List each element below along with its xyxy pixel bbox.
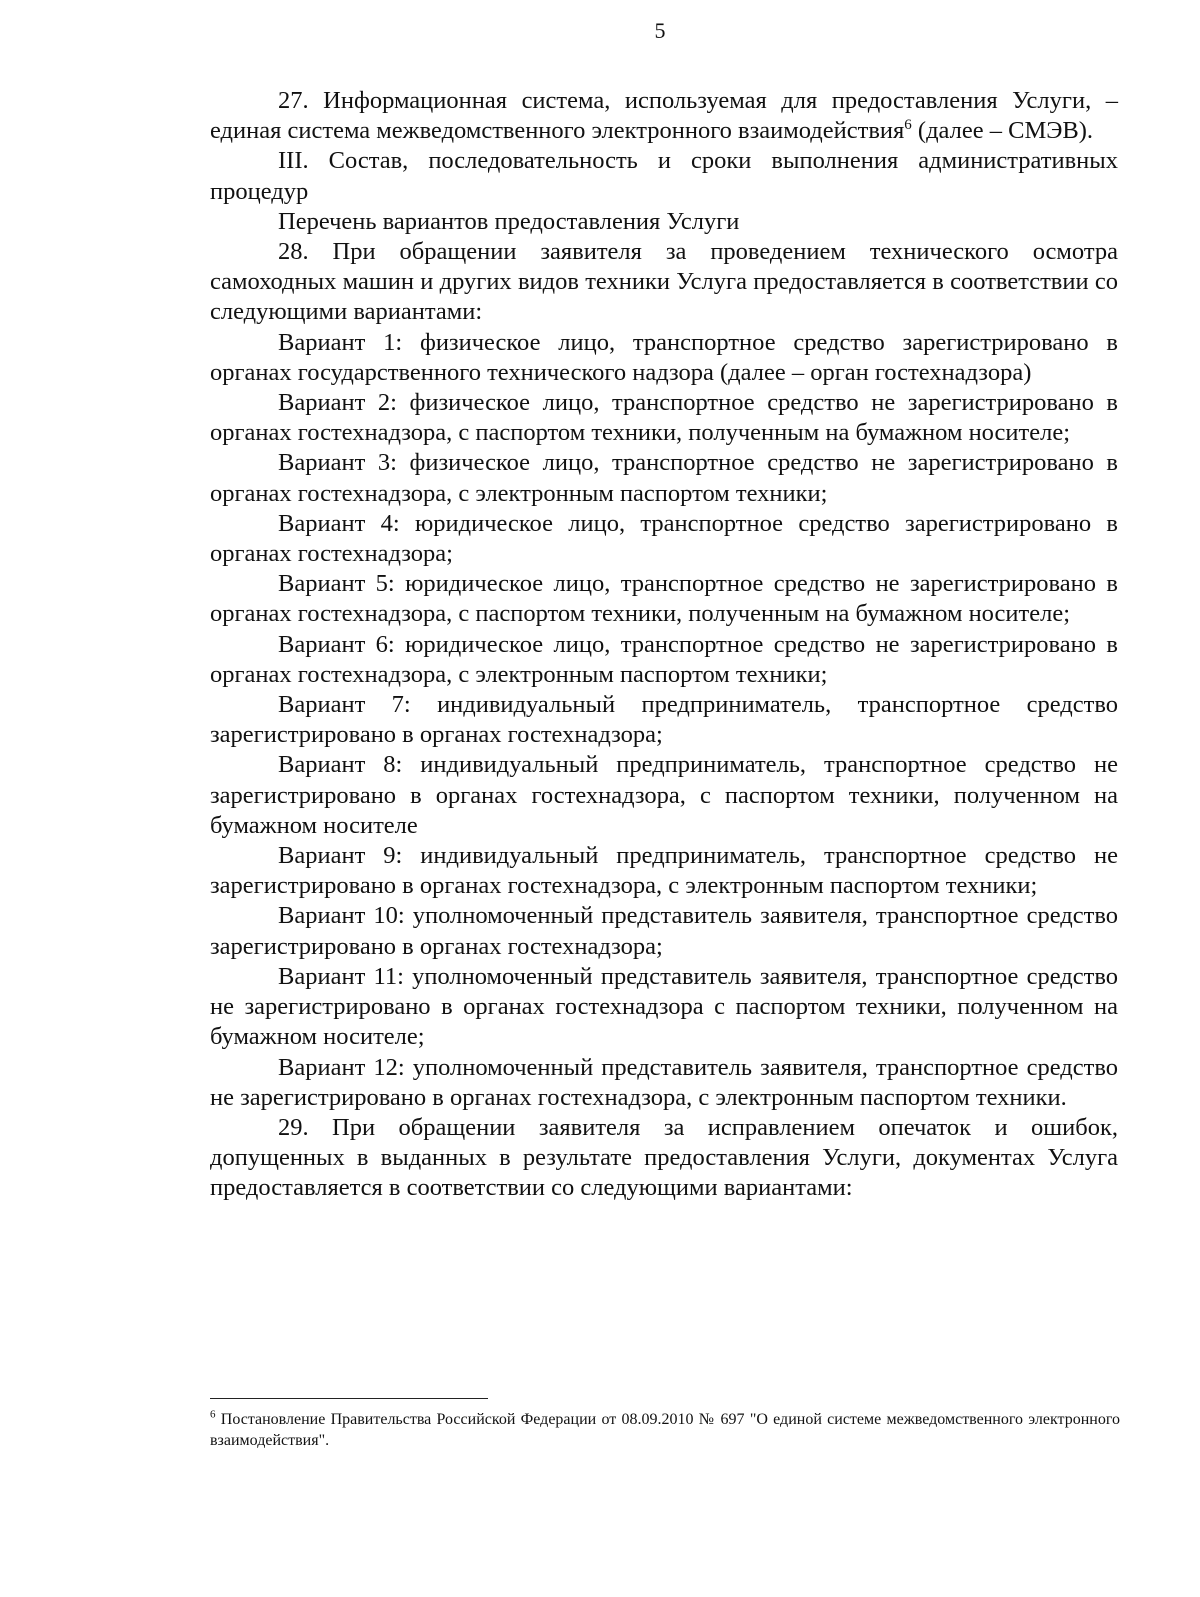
section-title: III. Состав, последовательность и сроки выполнения административных процедур [210,147,1118,205]
variant-11: Вариант 11: уполномоченный представитель заявителя, транспортное средство не зарегистрировано в органах гостехнадзора с паспортом техники, полученном на бумажном носителе; [210,962,1118,1051]
paragraph-28: 28. При обращении заявителя за проведением технического осмотра самоходных машин и других видов техники Услуга предоставляется в соответствии со следующими вариантами: [210,238,1118,326]
variant-2: Вариант 2: физическое лицо, транспортное средство не зарегистрировано в органах гостехнадзора, с паспортом техники, полученным на бумажном носителе; [210,389,1118,447]
variant-7: Вариант 7: индивидуальный предприниматель, транспортное средство зарегистрировано в органах гостехнадзора; [210,691,1118,749]
variant-5: Вариант 5: юридическое лицо, транспортное средство не зарегистрировано в органах гостехнадзора, с паспортом техники, полученным на бумажном носителе; [210,570,1118,628]
footnote-ref: 6 [904,117,912,134]
paragraph-27-text: 27. Информационная система, используемая для предоставления Услуги, – единая система межведомственного электронного взаимодействия [210,87,1118,145]
footnote-number: 6 [210,1408,216,1421]
variant-1: Вариант 1: физическое лицо, транспортное средство зарегистрировано в органах государственного технического надзора (далее – орган гостехнадзора) [210,328,1118,386]
variant-8: Вариант 8: индивидуальный предприниматель, транспортное средство не зарегистрировано в органах гостехнадзора, с паспортом техники, полученном на бумажном носителе [210,751,1118,839]
paragraph-27 [210,86,1118,146]
variant-9: Вариант 9: индивидуальный предприниматель, транспортное средство не зарегистрировано в органах гостехнадзора, с электронным паспортом техники; [210,842,1118,900]
paragraph-29: 29. При обращении заявителя за исправлением опечаток и ошибок, допущенных в выданных в результате предоставления Услуги, документах Услуга предоставляется в соответствии со следующими вариантами: [210,1113,1118,1202]
variant-4: Вариант 4: юридическое лицо, транспортное средство зарегистрировано в органах гостехнадзора; [210,509,1118,568]
document-body [210,86,1118,1204]
footnote [210,1409,1120,1451]
variant-10: Вариант 10: уполномоченный представитель заявителя, транспортное средство зарегистрировано в органах гостехнадзора; [210,902,1118,960]
variant-3: Вариант 3: физическое лицо, транспортное средство не зарегистрировано в органах гостехнадзора, с электронным паспортом техники; [210,449,1118,507]
variant-12: Вариант 12: уполномоченный представитель заявителя, транспортное средство не зарегистрировано в органах гостехнадзора, с электронным паспортом техники. [210,1053,1118,1111]
footnote-text: Постановление Правительства Российской Федерации от 08.09.2010 № 697 "О единой системе межведомственного электронного взаимодействия". [210,1411,1120,1449]
footnote-divider [210,1398,488,1399]
variant-6: Вариант 6: юридическое лицо, транспортное средство не зарегистрировано в органах гостехнадзора, с электронным паспортом техники; [210,630,1118,688]
paragraph-27-tail: (далее – СМЭВ). [911,117,1094,145]
page-number: 5 [654,18,666,43]
subheading: Перечень вариантов предоставления Услуги [278,207,740,235]
